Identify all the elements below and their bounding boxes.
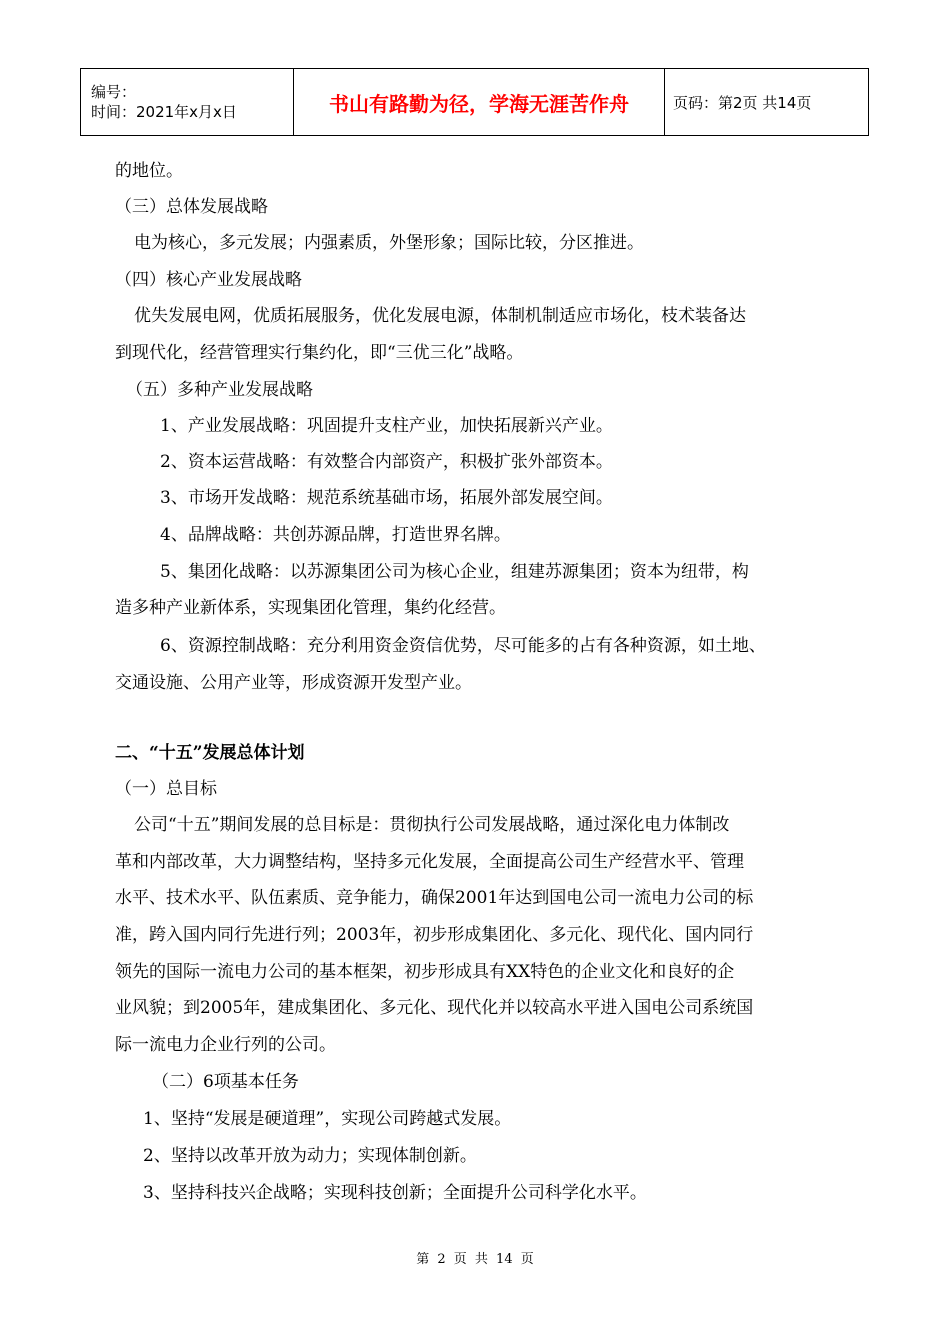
- section-heading: （二）6项基本任务: [152, 1072, 299, 1092]
- body-line: 到现代化，经营管理实行集约化，即“三优三化”战略。: [115, 343, 524, 363]
- list-item: 2、资本运营战略：有效整合内部资产，积极扩张外部资本。: [160, 452, 613, 472]
- body-line: 造多种产业新体系，实现集团化管理，集约化经营。: [115, 598, 506, 618]
- body-line: 业风貌；到2005年，建成集团化、多元化、现代化并以较高水平进入国电公司系统国: [115, 998, 754, 1018]
- header-table: [80, 68, 869, 136]
- body-line: 准，跨入国内同行先进行列；2003年，初步形成集团化、多元化、现代化、国内同行: [115, 925, 754, 945]
- body-line: 际一流电力企业行列的公司。: [115, 1035, 336, 1055]
- list-item: 3、市场开发战略：规范系统基础市场，拓展外部发展空间。: [160, 488, 613, 508]
- list-item: 5、集团化战略：以苏源集团公司为核心企业，组建苏源集团；资本为纽带，构: [160, 562, 749, 582]
- list-item: 1、产业发展战略：巩固提升支柱产业，加快拓展新兴产业。: [160, 416, 613, 436]
- section-heading: （三）总体发展战略: [115, 197, 268, 217]
- body-line: 水平、技术水平、队伍素质、竞争能力，确保2001年达到国电公司一流电力公司的标: [115, 888, 754, 908]
- body-line: 领先的国际一流电力公司的基本框架，初步形成具有XX特色的企业文化和良好的企: [115, 962, 735, 982]
- list-item: 3、坚持科技兴企战略；实现科技创新；全面提升公司科学化水平。: [143, 1183, 647, 1203]
- page-label: 页码：第2页 共14页: [665, 69, 869, 136]
- body-line: 交通设施、公用产业等，形成资源开发型产业。: [115, 673, 472, 693]
- body-line: 的地位。: [115, 161, 183, 181]
- list-item: 2、坚持以改革开放为动力；实现体制创新。: [143, 1146, 477, 1166]
- motto: 书山有路勤为径，学海无涯苦作舟: [294, 69, 665, 136]
- list-item: 1、坚持“发展是硬道理”，实现公司跨越式发展。: [143, 1109, 512, 1129]
- header-left-cell: [81, 69, 294, 136]
- time-label: 时间：2021年x月x日: [91, 103, 237, 121]
- number-label: 编号：: [91, 83, 137, 101]
- section-heading: （四）核心产业发展战略: [115, 270, 302, 290]
- page-footer: 第 2 页 共 14 页: [416, 1252, 534, 1267]
- body-line: 革和内部改革，大力调整结构，坚持多元化发展，全面提高公司生产经营水平、管理: [115, 852, 744, 872]
- list-item: 6、资源控制战略：充分利用资金资信优势，尽可能多的占有各种资源，如土地、: [160, 636, 766, 656]
- section-heading: （五）多种产业发展战略: [126, 380, 313, 400]
- body-line: 电为核心，多元发展；内强素质，外堡形象；国际比较，分区推进。: [134, 233, 644, 253]
- list-item: 4、品牌战略：共创苏源品牌，打造世界名牌。: [160, 525, 511, 545]
- body-line: 优失发展电网，优质拓展服务，优化发展电源，体制机制适应市场化，枝术装备达: [134, 306, 746, 326]
- section-heading: （一）总目标: [115, 779, 217, 799]
- body-line: 公司“十五”期间发展的总目标是：贯彻执行公司发展战略，通过深化电力体制改: [134, 815, 730, 835]
- chapter-heading: 二、“十五”发展总体计划: [115, 743, 305, 763]
